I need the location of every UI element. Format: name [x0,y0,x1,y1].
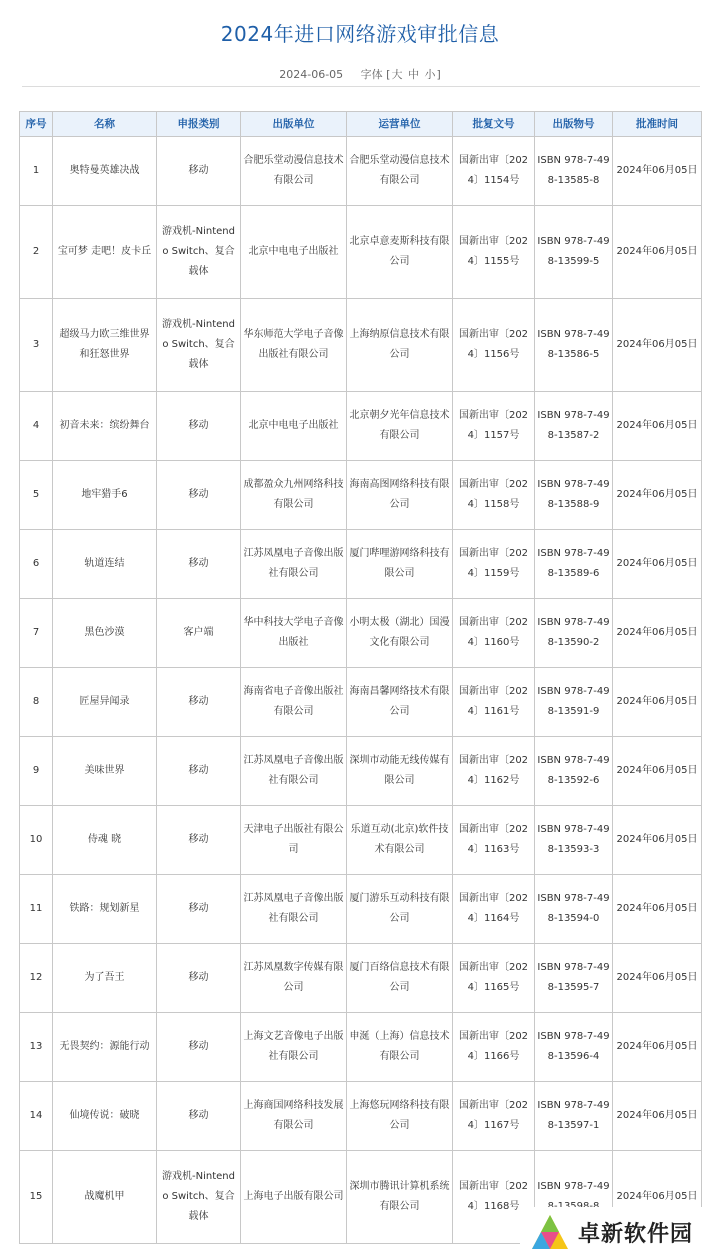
table-row [20,806,702,875]
cell-approval: 国新出审〔2024〕1156号 [453,299,535,392]
cell-no: 14 [20,1082,53,1151]
cell-isbn: ISBN 978-7-49 [535,1151,613,1244]
cell-date: 2024年06月05日 [613,1082,702,1151]
cell-date: 2024年06月05日 [613,875,702,944]
cell-name: 美味世界 [53,737,157,806]
cell-date: 2024年06月05日 [613,530,702,599]
cell-date: 2024年06月05日 [613,806,702,875]
cell-name: 战魔机甲 [53,1151,157,1244]
table-row [20,299,702,392]
cell-operator: 申涎（上海）信息技术有限公司 [347,1013,453,1082]
cell-no: 10 [20,806,53,875]
cell-operator: 上海悠玩网络科技有限公司 [347,1082,453,1151]
cell-approval: 国新出审〔2024〕1164号 [453,875,535,944]
cell-publisher: 合肥乐堂动漫信息技术有限公司 [241,137,347,206]
table-header-row [20,112,702,137]
cell-date: 2024年06月05日 [613,461,702,530]
cell-approval: 国新出审〔2024〕1167号 [453,1082,535,1151]
table-row [20,737,702,806]
cell-approval: 国新出审〔2024〕1163号 [453,806,535,875]
cell-publisher: 华东师范大学电子音像出版社有限公司 [241,299,347,392]
cell-publisher: 江苏凤凰电子音像出版社有限公司 [241,737,347,806]
divider [22,86,700,87]
cell-category: 移动 [157,668,241,737]
cell-isbn: ISBN 978-7-498-13590-2 [535,599,613,668]
header-no: 序号 [20,112,53,137]
cell-isbn: ISBN 978-7-498-13597-1 [535,1082,613,1151]
font-size-switcher [361,68,441,81]
header-category: 申报类别 [157,112,241,137]
cell-operator: 深圳市腾讯计算机系统有限公司 [347,1151,453,1244]
cell-approval: 国新出审〔2024〕1168号 [453,1151,535,1244]
cell-no: 9 [20,737,53,806]
cell-name: 仙境传说：破晓 [53,1082,157,1151]
cell-approval: 国新出审〔2024〕1161号 [453,668,535,737]
cell-no: 15 [20,1151,53,1244]
cell-approval: 国新出审〔2024〕1166号 [453,1013,535,1082]
cell-no: 4 [20,392,53,461]
table-row [20,206,702,299]
table-row [20,137,702,206]
cell-category: 游戏机-Nintendo Switch、复合载体 [157,1151,241,1244]
cell-no: 8 [20,668,53,737]
cell-date: 2024年06月05日 [613,299,702,392]
cell-category: 移动 [157,1082,241,1151]
table-row [20,668,702,737]
cell-date: 2024年06月05日 [613,944,702,1013]
cell-isbn: ISBN 978-7-498-13589-6 [535,530,613,599]
cell-operator: 合肥乐堂动漫信息技术有限公司 [347,137,453,206]
cell-no: 12 [20,944,53,1013]
cell-date: 2024年06月05日 [613,1013,702,1082]
cell-isbn: ISBN 978-7-498-13591-9 [535,668,613,737]
cell-isbn: ISBN 978-7-498-13594-0 [535,875,613,944]
cell-date: 2024年06月05日 [613,668,702,737]
cell-approval: 国新出审〔2024〕1160号 [453,599,535,668]
cell-name: 轨道连结 [53,530,157,599]
cell-date: 2024年06月05日 [613,392,702,461]
cell-approval: 国新出审〔2024〕1157号 [453,392,535,461]
header-isbn: 出版物号 [535,112,613,137]
table-row [20,530,702,599]
cell-name: 奥特曼英雄决战 [53,137,157,206]
cell-date: 2024年06月05日 [613,206,702,299]
cell-name: 黑色沙漠 [53,599,157,668]
cell-publisher: 上海商国网络科技发展有限公司 [241,1082,347,1151]
cell-isbn: ISBN 978-7-498-13587-2 [535,392,613,461]
cell-publisher: 天津电子出版社有限公司 [241,806,347,875]
cell-name: 无畏契约：源能行动 [53,1013,157,1082]
cell-name: 地牢猎手6 [53,461,157,530]
cell-isbn: ISBN 978-7-498-13585-8 [535,137,613,206]
cell-category: 客户端 [157,599,241,668]
cell-operator: 厦门游乐互动科技有限公司 [347,875,453,944]
cell-operator: 北京卓意麦斯科技有限公司 [347,206,453,299]
cell-isbn: ISBN 978-7-498-13593-3 [535,806,613,875]
cell-category: 游戏机-Nintendo Switch、复合载体 [157,206,241,299]
cell-name: 侍魂 晓 [53,806,157,875]
cell-isbn: ISBN 978-7-498-13599-5 [535,206,613,299]
table-row [20,1082,702,1151]
cell-no: 3 [20,299,53,392]
font-size-large-link[interactable]: 大 [391,68,403,81]
cell-publisher: 海南省电子音像出版社有限公司 [241,668,347,737]
cell-operator: 厦门百络信息技术有限公司 [347,944,453,1013]
cell-category: 移动 [157,806,241,875]
table-row [20,944,702,1013]
cell-name: 超级马力欧三维世界和狂怒世界 [53,299,157,392]
cell-name: 初音未来：缤纷舞台 [53,392,157,461]
cell-category: 移动 [157,737,241,806]
cell-operator: 乐道互动(北京)软件技术有限公司 [347,806,453,875]
cell-no: 11 [20,875,53,944]
header-date: 批准时间 [613,112,702,137]
cell-name: 铁路：规划新星 [53,875,157,944]
cell-date: 2024年06月05日 [613,1151,702,1244]
cell-operator: 北京朝夕光年信息技术有限公司 [347,392,453,461]
font-size-medium-link[interactable]: 中 [407,68,419,81]
cell-no: 6 [20,530,53,599]
header-approval: 批复文号 [453,112,535,137]
table-row [20,599,702,668]
cell-publisher: 北京中电电子出版社 [241,206,347,299]
cell-category: 游戏机-Nintendo Switch、复合载体 [157,299,241,392]
table-row [20,1013,702,1082]
cell-approval: 国新出审〔2024〕1159号 [453,530,535,599]
cell-category: 移动 [157,875,241,944]
cell-operator: 上海纳原信息技术有限公司 [347,299,453,392]
cell-isbn: ISBN 978-7-498-13595-7 [535,944,613,1013]
cell-approval: 国新出审〔2024〕1158号 [453,461,535,530]
cell-name: 匠屋异闻录 [53,668,157,737]
cell-operator: 厦门哔哩游网络科技有限公司 [347,530,453,599]
cell-operator: 小明太极（湖北）国漫文化有限公司 [347,599,453,668]
cell-publisher: 上海电子出版有限公司 [241,1151,347,1244]
cell-publisher: 上海文艺音像电子出版社有限公司 [241,1013,347,1082]
cell-date: 2024年06月05日 [613,599,702,668]
cell-publisher: 江苏凤凰电子音像出版社有限公司 [241,875,347,944]
cell-approval: 国新出审〔2024〕1162号 [453,737,535,806]
site-logo-icon [530,1213,570,1253]
font-size-small-link[interactable]: 小 [424,68,436,81]
cell-isbn: ISBN 978-7-498-13596-4 [535,1013,613,1082]
cell-no: 7 [20,599,53,668]
font-size-bracket-close: ] [436,68,441,81]
cell-category: 移动 [157,944,241,1013]
cell-category: 移动 [157,392,241,461]
cell-category: 移动 [157,461,241,530]
cell-isbn: ISBN 978-7-498-13586-5 [535,299,613,392]
table-row [20,392,702,461]
page-title: 2024年进口网络游戏审批信息 [220,22,500,46]
cell-publisher: 华中科技大学电子音像出版社 [241,599,347,668]
cell-publisher: 江苏凤凰数字传媒有限公司 [241,944,347,1013]
font-size-label: 字体 [360,68,383,81]
cell-no: 13 [20,1013,53,1082]
cell-approval: 国新出审〔2024〕1154号 [453,137,535,206]
cell-operator: 深圳市动能无线传媒有限公司 [347,737,453,806]
cell-publisher: 北京中电电子出版社 [241,392,347,461]
cell-approval: 国新出审〔2024〕1165号 [453,944,535,1013]
approval-table [19,111,702,1244]
table-row [20,875,702,944]
publish-date: 2024-06-05 [279,68,344,81]
cell-operator: 海南高图网络科技有限公司 [347,461,453,530]
table-row [20,461,702,530]
cell-category: 移动 [157,530,241,599]
cell-name: 宝可梦 走吧！皮卡丘 [53,206,157,299]
cell-name: 为了吾王 [53,944,157,1013]
cell-category: 移动 [157,1013,241,1082]
header-name: 名称 [53,112,157,137]
cell-isbn: ISBN 978-7-498-13588-9 [535,461,613,530]
header-operator: 运营单位 [347,112,453,137]
header-publisher: 出版单位 [241,112,347,137]
site-watermark [520,1207,720,1257]
cell-no: 5 [20,461,53,530]
site-watermark-text: 卓新软件园 [578,1222,694,1247]
cell-no: 1 [20,137,53,206]
cell-publisher: 江苏凤凰电子音像出版社有限公司 [241,530,347,599]
font-size-bracket-open: [ [386,68,391,81]
article-meta [0,66,720,82]
cell-date: 2024年06月05日 [613,137,702,206]
cell-isbn: ISBN 978-7-498-13592-6 [535,737,613,806]
cell-operator: 海南昌馨网络技术有限公司 [347,668,453,737]
cell-category: 移动 [157,137,241,206]
cell-approval: 国新出审〔2024〕1155号 [453,206,535,299]
cell-publisher: 成都盈众九州网络科技有限公司 [241,461,347,530]
cell-no: 2 [20,206,53,299]
cell-date: 2024年06月05日 [613,737,702,806]
